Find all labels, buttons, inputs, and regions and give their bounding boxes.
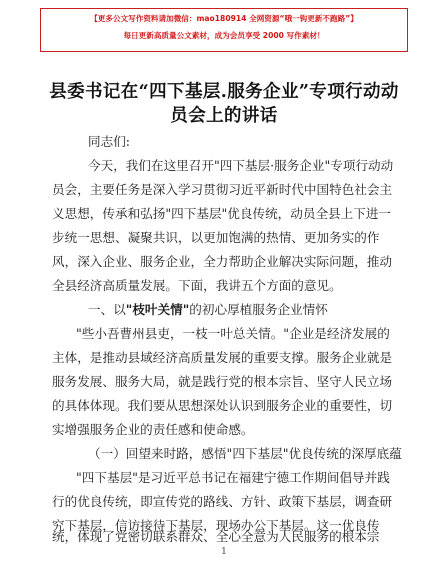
document-title-line-2: 员会上的讲话 bbox=[170, 106, 278, 126]
body-line: 全县经济高质量发展。下面，我讲五个方面的意见。 bbox=[52, 278, 342, 293]
promo-banner bbox=[40, 8, 408, 52]
banner-line-2: 每日更新高质量公文素材，成为会员享受 2000 写作素材！ bbox=[123, 31, 325, 40]
body-line: 风，深入企业、服务企业，全力帮助企业解决实际问题，推动 bbox=[52, 254, 393, 269]
body-line: 今天，我们在这里召开"四下基层·服务企业"专项行动动 bbox=[88, 158, 394, 173]
body-line: 的具体体现。我们要从思想深处认识到服务企业的重要性，切 bbox=[52, 398, 393, 413]
salutation: 同志们: bbox=[88, 134, 131, 149]
body-line: 行的优良传统，即宣传党的路线、方针、政策下基层，调查研 bbox=[52, 494, 393, 509]
body-line: 实增强服务企业的责任感和使命感。 bbox=[52, 422, 254, 437]
body-line: 步统一思想、凝聚共识，以更加饱满的热情、更加务实的作 bbox=[52, 230, 380, 245]
emphasis-text: "枝叶关情" bbox=[125, 302, 190, 317]
body-line: 义思想，传承和弘扬"四下基层"优良传统，动员全县上下进一 bbox=[52, 206, 392, 221]
body-line: 服务发展、服务大局，就是践行党的根本宗旨、坚守人民立场 bbox=[52, 374, 393, 389]
body-line: 员会，主要任务是深入学习贯彻习近平新时代中国特色社会主 bbox=[52, 182, 393, 197]
page-number: 1 bbox=[221, 547, 227, 557]
section-heading: 一、以"枝叶关情"的初心厚植服务企业情怀 bbox=[88, 302, 328, 317]
body-line: "四下基层"是习近平总书记在福建宁德工作期间倡导并践 bbox=[76, 470, 390, 485]
body-line: 究下基层，信访接待下基层，现场办公下基层。这一优良传 bbox=[52, 518, 380, 533]
banner-line-1: 【更多公文写作资料请加微信：mao180914 全网资源“哦一钩更新不跑路”】 bbox=[90, 14, 358, 23]
document-title-line-1: 县委书记在“四下基层.服务企业”专项行动动 bbox=[49, 82, 399, 102]
subsection-heading: （一）回望来时路，感悟"四下基层"优良传统的深厚底蕴 bbox=[88, 446, 402, 461]
body-line: 主体，是推动县域经济高质量发展的重要支撑。服务企业就是 bbox=[52, 350, 393, 365]
body-line: "些小吾曹州县吏，一枝一叶总关情。"企业是经济发展的 bbox=[76, 326, 390, 341]
body-line: 统，体现了党密切联系群众、全心全意为人民服务的根本宗 bbox=[52, 529, 380, 544]
